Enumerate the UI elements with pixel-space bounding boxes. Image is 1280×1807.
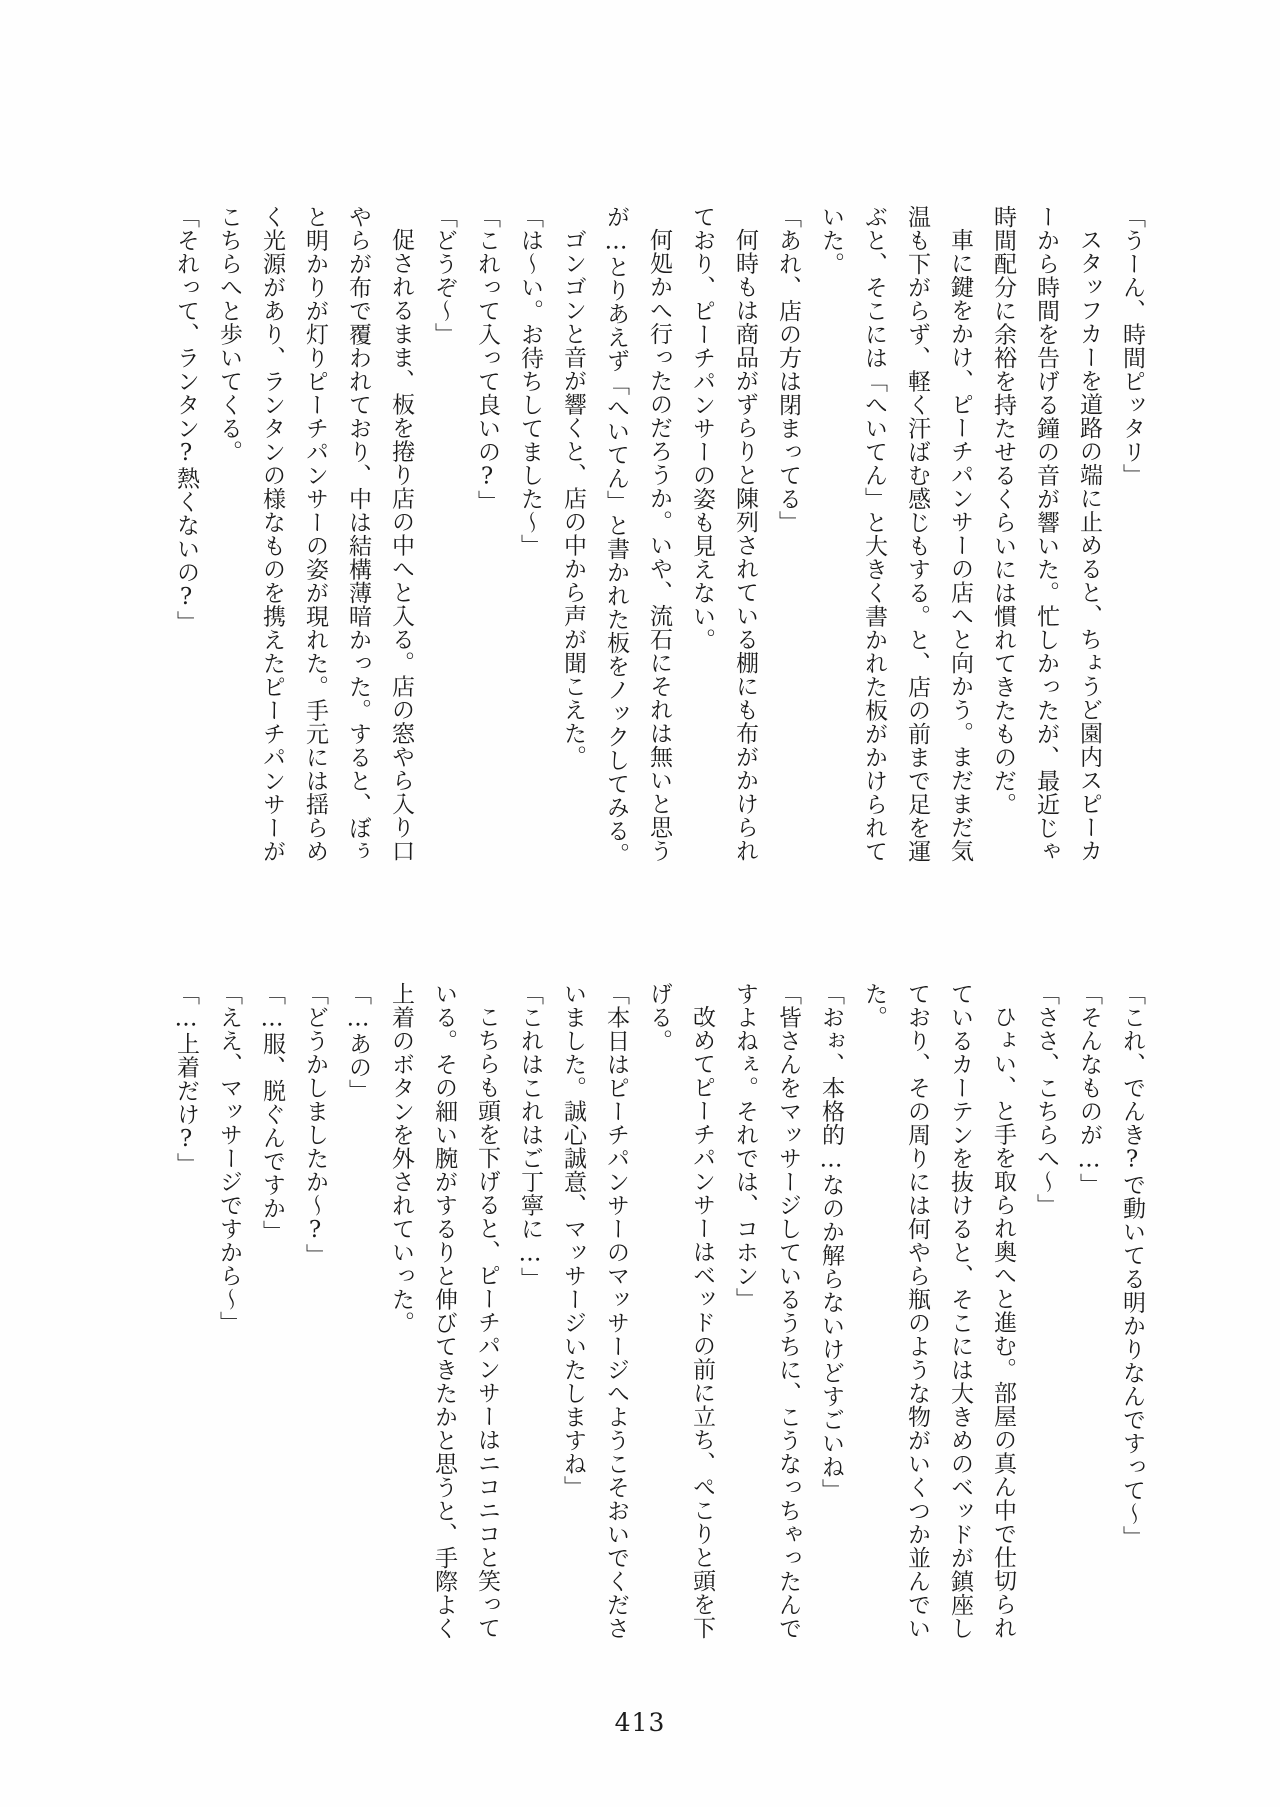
dialogue-paragraph: 「は〜い。お待ちしてました〜」 [517, 205, 543, 558]
dialogue-paragraph: 「これって入って良いの?」 [474, 205, 500, 514]
dialogue-paragraph: 「皆さんをマッサージしているうちに、こうなっちゃったんですよねぇ。それでは、コホン」 [732, 982, 801, 1640]
dialogue-paragraph: 「本日はピーチパンサーのマッサージへようこそおいでくださいました。誠心誠意、マッサージいたしますね」 [560, 982, 629, 1640]
dialogue-paragraph: 「そんなものが…」 [1076, 982, 1102, 1197]
dialogue-paragraph: 「…上着だけ?」 [173, 982, 199, 1176]
narration-paragraph: 促されるまま、板を捲り店の中へと入る。店の窓やら入り口やらが布で覆われており、中は結構薄暗かった。すると、ぼぅと明かりが灯りピーチパンサーの姿が現れた。手元には揺らめく光源があり、ランタンの様なものを携えたピーチパンサーがこちらへと歩いてくる。 [216, 205, 414, 863]
dialogue-paragraph: 「これ、でんき?で動いてる明かりなんですって〜」 [1119, 982, 1145, 1549]
story-text-bottom-block [164, 982, 1153, 1644]
narration-paragraph: 何時もは商品がずらりと陳列されている棚にも布がかけられており、ピーチパンサーの姿も見えない。 [689, 205, 758, 863]
story-text-top-block [164, 205, 1153, 867]
dialogue-paragraph: 「それって、ランタン?熱くないの?」 [173, 205, 199, 634]
narration-paragraph: ゴンゴンと音が響くと、店の中から声が聞こえた。 [560, 228, 586, 769]
dialogue-paragraph: 「どうぞ〜」 [431, 205, 457, 346]
dialogue-paragraph: 「あれ、店の方は閉まってる」 [775, 205, 801, 534]
dialogue-paragraph: 「おぉ、本格的…なのか解らないけどすごいね」 [818, 982, 844, 1502]
narration-paragraph: ひょい、と手を取られ奥へと進む。部屋の真ん中で仕切られているカーテンを抜けると、そこには大きめのベッドが鎮座しており、その周りには何やら瓶のような物がいくつか並んでいた。 [861, 982, 1016, 1640]
dialogue-paragraph: 「うーん、時間ピッタリ」 [1119, 205, 1145, 487]
dialogue-paragraph: 「これはこれはご丁寧に…」 [517, 982, 543, 1291]
narration-paragraph: スタッフカーを道路の端に止めると、ちょうど園内スピーカーから時間を告げる鐘の音が響いた。忙しかったが、最近じゃ時間配分に余裕を持たせるくらいには慣れてきたものだ。 [990, 205, 1102, 863]
narration-paragraph: こちらも頭を下げると、ピーチパンサーはニコニコと笑っている。その細い腕がするりと伸びてきたかと思うと、手際よく上着のボタンを外されていった。 [388, 982, 500, 1640]
dialogue-paragraph: 「…あの」 [345, 982, 371, 1103]
dialogue-paragraph: 「…服、脱ぐんですか」 [259, 982, 285, 1244]
narration-paragraph: 改めてピーチパンサーはベッドの前に立ち、ぺこりと頭を下げる。 [646, 982, 715, 1640]
dialogue-paragraph: 「ええ、マッサージですから〜」 [216, 982, 242, 1335]
dialogue-paragraph: 「ささ、こちらへ〜」 [1033, 982, 1059, 1217]
narration-paragraph: 何処かへ行ったのだろうか。いや、流石にそれは無いと思うが…とりあえず「へいてん」と書かれた板をノックしてみる。 [603, 205, 672, 866]
page-number: 413 [614, 1708, 666, 1737]
dialogue-paragraph: 「どうかしましたか〜?」 [302, 982, 328, 1267]
narration-paragraph: 車に鍵をかけ、ピーチパンサーの店へと向かう。まだまだ気温も下がらず、軽く汗ばむ感じもする。と、店の前まで足を運ぶと、そこには「へいてん」と大きく書かれた板がかけられていた。 [818, 205, 973, 863]
